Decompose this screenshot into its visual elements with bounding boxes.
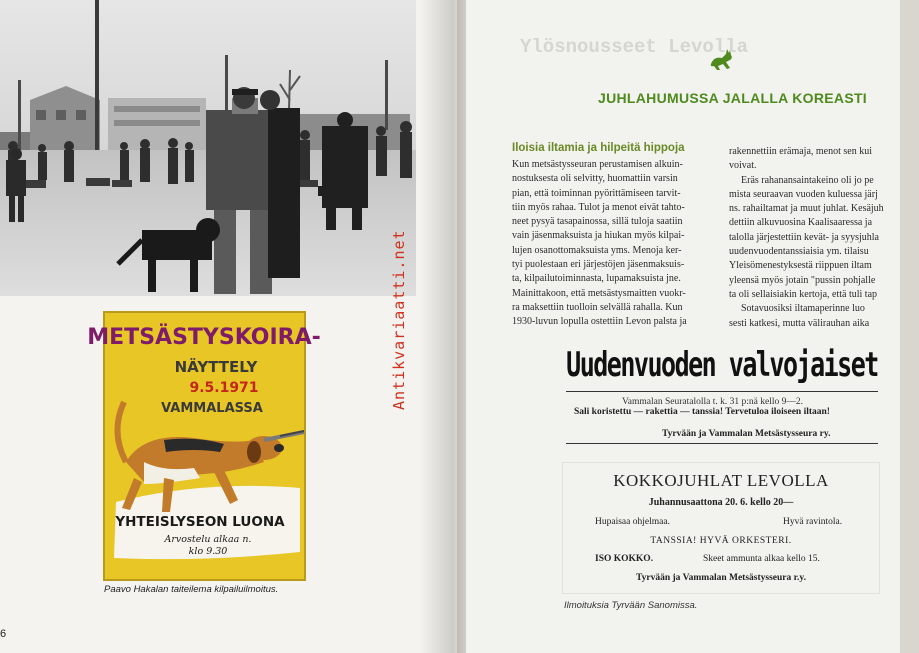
- col2-line: Sotavuosiksi iltamaperinne luo: [741, 303, 865, 315]
- ad2-program: Hupaisaa ohjelmaa.: [595, 517, 670, 527]
- col2-line: Yleisömenestyksestä riippuen iltam: [729, 260, 872, 272]
- poster-place: VAMMALASSA: [161, 401, 263, 416]
- historical-photo: [0, 0, 416, 296]
- poster-date: 9.5.1971: [189, 380, 259, 396]
- col1-line: neet pysyä tasapainossa, sillä tuloja saatiin: [512, 216, 683, 228]
- poster-caption: Paavo Hakalan taiteilema kilpailuilmoitus.: [104, 584, 279, 595]
- ads-caption: Ilmoituksia Tyrvään Sanomissa.: [564, 600, 698, 611]
- page-number: 6: [0, 628, 7, 640]
- section-subheading: Iloisia iltamia ja hilpeitä hippoja: [512, 142, 685, 154]
- col1-line: pian, että toiminnan pyörittämiseen tarvit-: [512, 187, 681, 199]
- col2-line: yleensä myös jotain "pussin pohjalle: [729, 274, 876, 286]
- col1-line: tyi puolestaan eri järjestöjen jäsenmaksuis-: [512, 259, 685, 271]
- bonfire-advertisement: [562, 462, 880, 594]
- poster-note-line2: klo 9.30: [188, 546, 228, 557]
- col1-line: ra maksettiin tuolloin selvällä rahalla. Kun: [512, 301, 683, 313]
- col1-line: ta, kilpailutoiminnasta, lupamaksuista jne.: [512, 273, 681, 285]
- ad2-title: KOKKOJUHLAT LEVOLLA: [613, 471, 829, 490]
- left-page: [0, 0, 457, 653]
- watermark-text: Antikvariaatti.net: [390, 229, 408, 410]
- ad2-bonfire: ISO KOKKO.: [595, 554, 654, 564]
- col2-line: talolla järjestettiin kevät- ja syysjuhla: [729, 231, 879, 243]
- col1-line: 1930-luvun lopulla ostettiin Levon palsta ja: [512, 316, 687, 328]
- col2-line: voivat.: [729, 160, 757, 172]
- body-column-1: [512, 158, 712, 330]
- ad1-line1: Vammalan Seuratalolla t. k. 31 p:nä kello 9—2.: [622, 397, 803, 407]
- col2-line: ns. rahailtamat ja muut juhlat. Kesäjuh: [729, 203, 884, 215]
- ad2-restaurant: Hyvä ravintola.: [783, 517, 843, 527]
- col2-line: mista seuraavan vuoden kuluessa järj: [729, 188, 878, 200]
- col1-line: nostuksesta oli selvitty, huomattiin varsin: [512, 173, 678, 185]
- hare-icon: [708, 48, 734, 72]
- col2-line: sesti katkesi, mutta välirauhan aika: [729, 317, 870, 329]
- col1-line: tiin myös rahaa. Tulot ja menot eivät tahto-: [512, 201, 685, 213]
- dog-show-poster: [87, 312, 321, 580]
- ad2-dance: TANSSIA! HYVÄ ORKESTERI.: [650, 536, 792, 546]
- col1-line: vain jäsenmaksuista ja hiukan myös kilpai-: [512, 230, 685, 242]
- col2-line: rakennettiin erämaja, menot sen kui: [729, 146, 873, 157]
- ad2-skeet: Skeet ammunta alkaa kello 15.: [703, 554, 820, 564]
- poster-title-line1: METSÄSTYSKOIRA-: [87, 325, 321, 350]
- col2-line: Eräs rahanansaintakeino oli jo pe: [741, 174, 874, 186]
- poster-venue: YHTEISLYSEON LUONA: [115, 514, 285, 530]
- col1-line: Kun metsästysseuran perustamisen alkuin-: [512, 159, 683, 170]
- ad1-line2: Sali koristettu — rakettia — tanssia! Tervetuloa iloiseen iltaan!: [574, 407, 830, 417]
- ad2-signature: Tyrvään ja Vammalan Metsästysseura r.y.: [636, 573, 806, 583]
- ad1-rule: [566, 391, 878, 392]
- body-column-2: [729, 145, 919, 331]
- col2-line: dettiin alkuvuosina Kaalisaaressa ja: [729, 217, 873, 229]
- poster-title-line2: NÄYTTELY: [174, 358, 258, 376]
- ad1-title: Uudenvuoden valvojaiset: [566, 345, 878, 385]
- ad2-date: Juhannusaattona 20. 6. kello 20—: [648, 497, 794, 508]
- col1-line: lujen osanottomaksuista yms. Menoja ker-: [512, 244, 682, 256]
- col2-line: ta oli sellaisiakin kertoja, että tuli tap: [729, 288, 878, 300]
- col2-line: uudenvuodentanssiaisia ym. tilaisu: [729, 246, 869, 258]
- section-title: JUHLAHUMUSSA JALALLA KOREASTI: [598, 90, 867, 106]
- ad1-signature: Tyrvään ja Vammalan Metsästysseura ry.: [662, 429, 831, 439]
- ad1-rule-bottom: [566, 443, 878, 444]
- col1-line: Mainittakoon, että metsästysmaitten vuokr-: [512, 287, 686, 299]
- newyear-advertisement: [566, 343, 878, 443]
- ghost-heading: Ylösnousseet Levolla: [520, 36, 749, 58]
- poster-note-line1: Arvostelu alkaa n.: [164, 534, 252, 545]
